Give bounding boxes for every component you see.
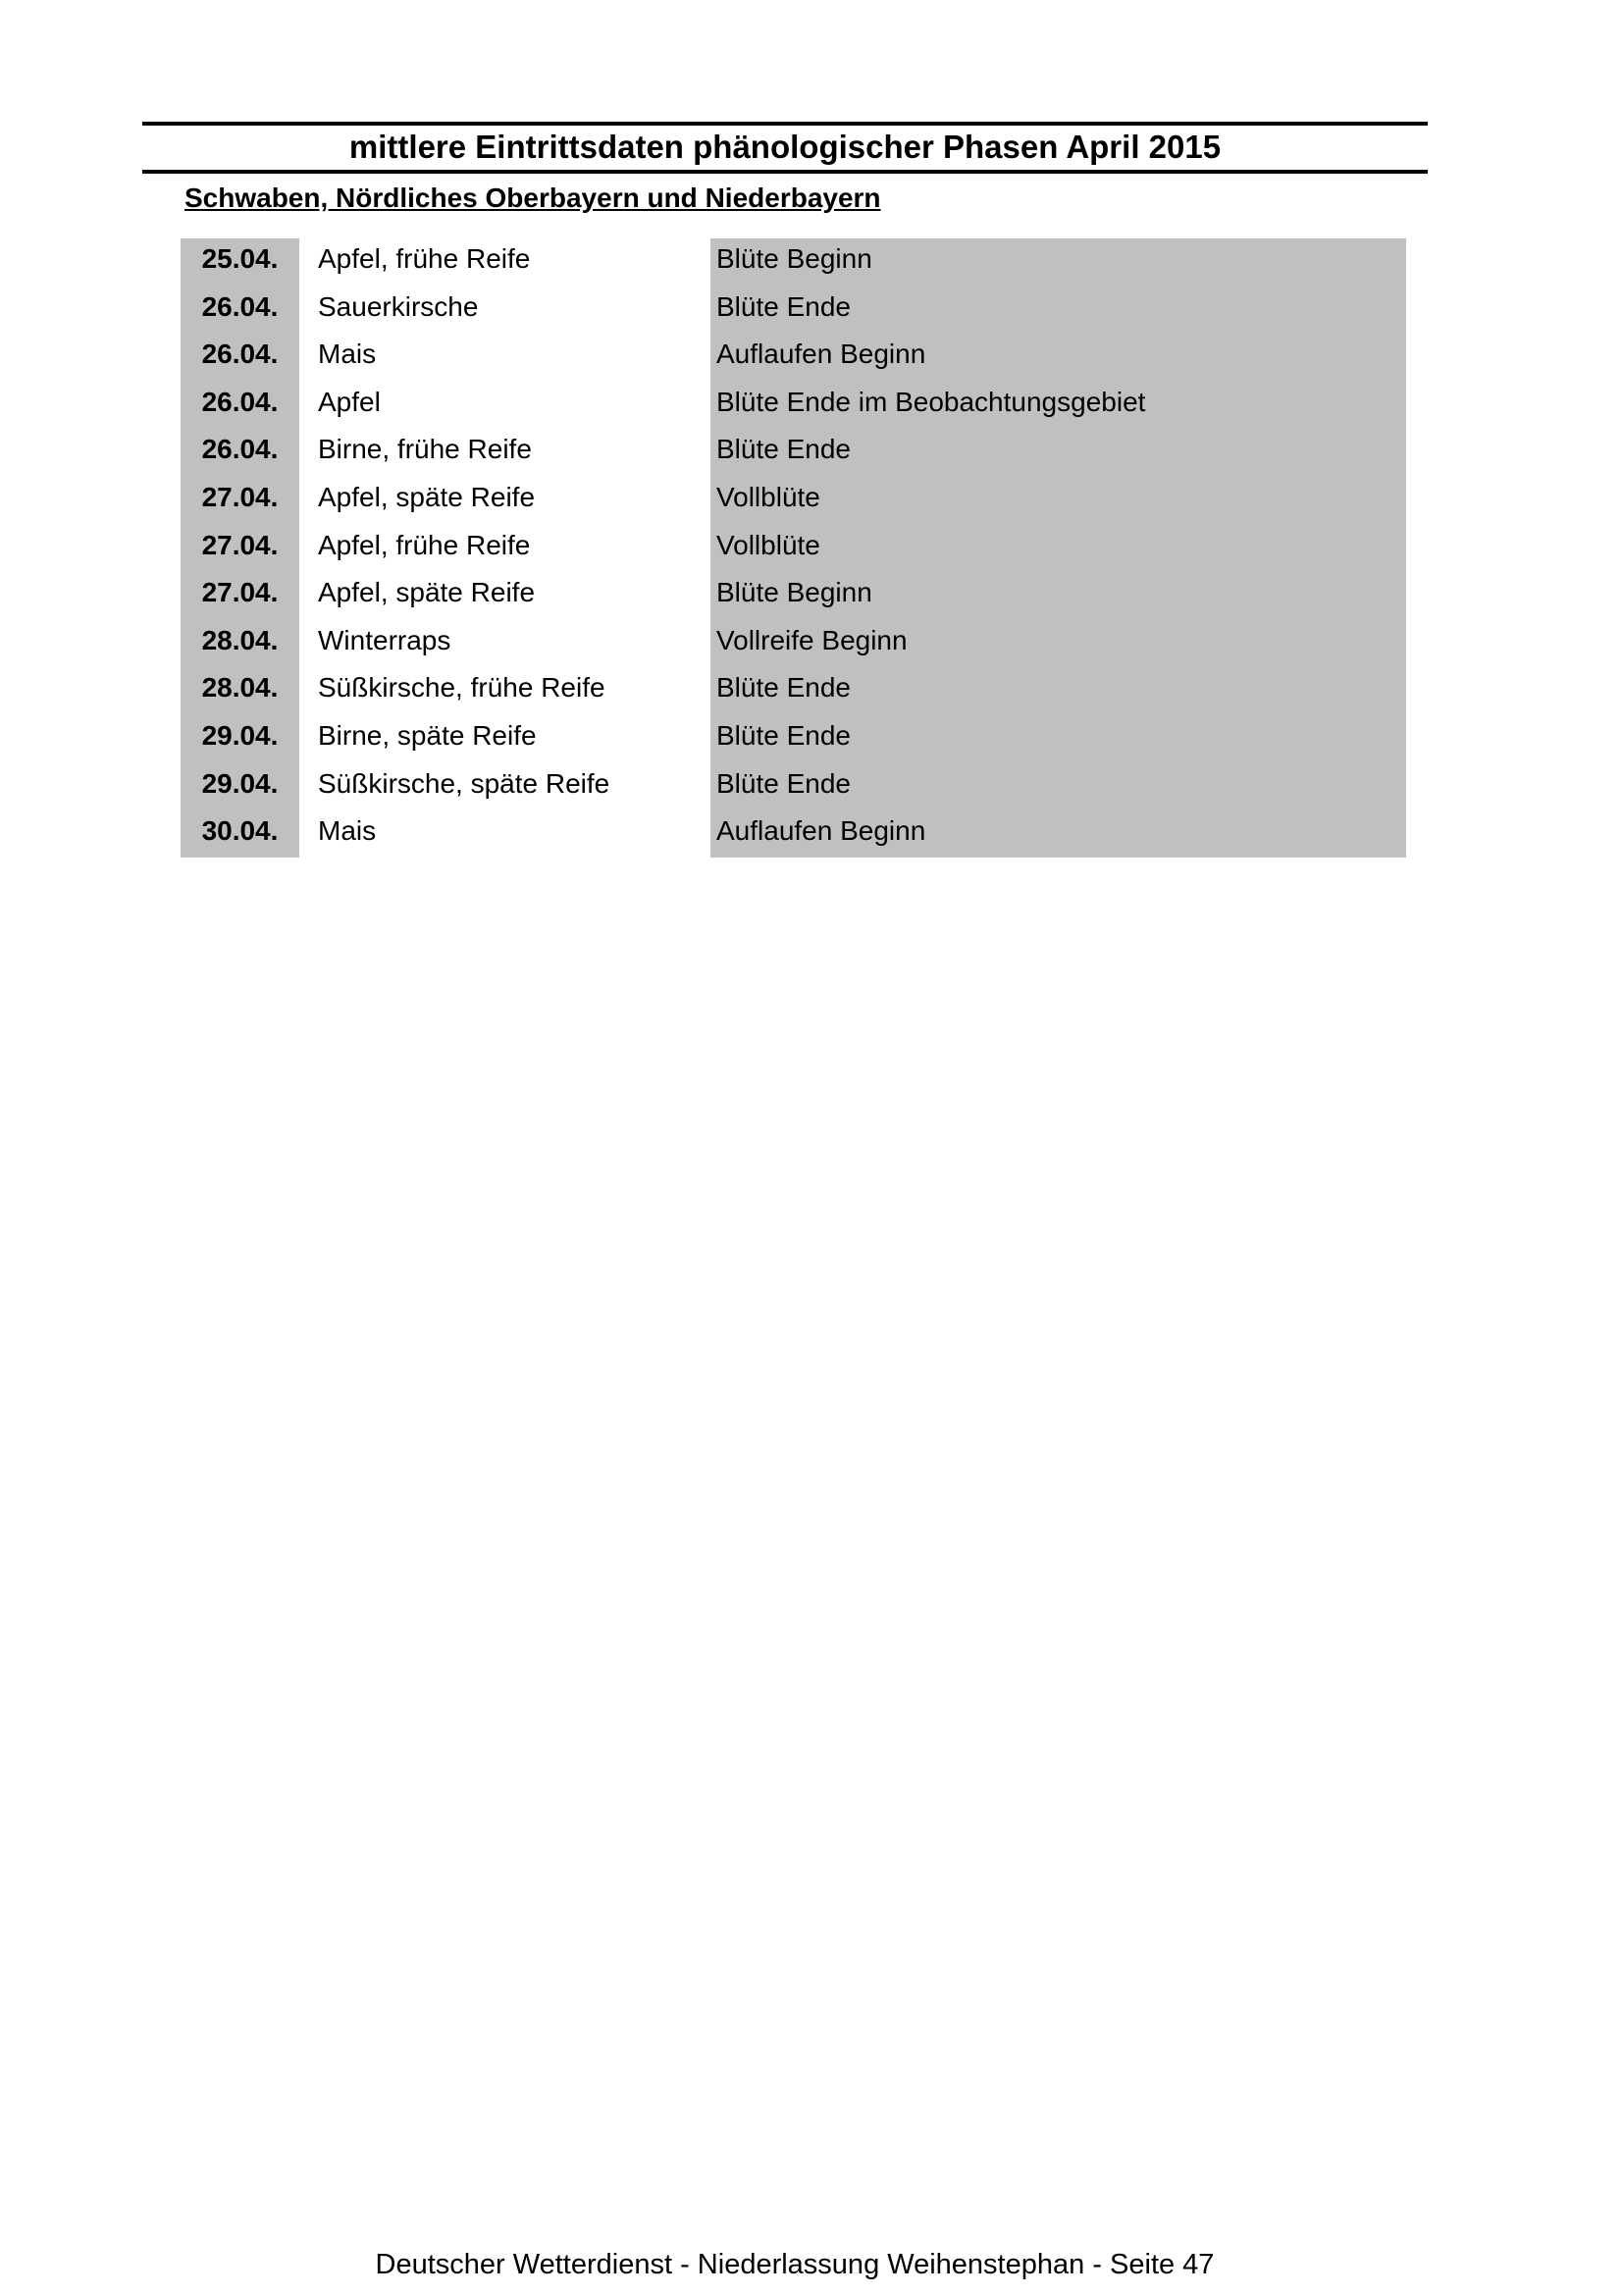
- row-date: 26.04.: [201, 434, 279, 465]
- row-plant: Winterraps: [318, 624, 451, 655]
- row-plant: Sauerkirsche: [318, 290, 479, 322]
- row-phase: Blüte Ende: [716, 767, 851, 799]
- row-phase: Blüte Beginn: [716, 577, 872, 608]
- page-footer: Deutscher Wetterdienst - Niederlassung Weihenstephan - Seite 47: [375, 2249, 1215, 2280]
- row-plant: Süßkirsche, frühe Reife: [318, 672, 605, 704]
- row-date: 26.04.: [201, 290, 279, 322]
- phenology-table: [0, 239, 1622, 860]
- table-row: [0, 668, 1622, 716]
- row-date: 29.04.: [201, 719, 279, 751]
- row-date: 27.04.: [201, 529, 279, 560]
- row-date: 26.04.: [201, 339, 279, 370]
- row-phase: Blüte Ende im Beobachtungsgebiet: [716, 386, 1146, 417]
- row-phase: Blüte Ende: [716, 290, 851, 322]
- row-date: 30.04.: [201, 815, 279, 847]
- row-phase: Blüte Ende: [716, 434, 851, 465]
- row-date: 25.04.: [201, 243, 279, 274]
- row-phase: Vollblüte: [716, 481, 820, 512]
- row-plant: Apfel, frühe Reife: [318, 243, 531, 274]
- row-plant: Mais: [318, 815, 377, 847]
- row-phase: Auflaufen Beginn: [716, 815, 926, 847]
- row-plant: Mais: [318, 339, 377, 370]
- table-row: [0, 287, 1622, 336]
- table-row: [0, 573, 1622, 621]
- row-phase: Blüte Ende: [716, 719, 851, 751]
- row-date: 27.04.: [201, 481, 279, 512]
- row-plant: Apfel, frühe Reife: [318, 529, 531, 560]
- table-row: [0, 764, 1622, 812]
- table-row: [0, 526, 1622, 574]
- row-plant: Birne, späte Reife: [318, 719, 537, 751]
- row-date: 27.04.: [201, 577, 279, 608]
- row-date: 26.04.: [201, 386, 279, 417]
- table-row: [0, 430, 1622, 478]
- row-date: 28.04.: [201, 624, 279, 655]
- row-plant: Apfel: [318, 386, 381, 417]
- title-top-rule: [142, 122, 1428, 126]
- row-plant: Birne, frühe Reife: [318, 434, 532, 465]
- table-row: [0, 335, 1622, 383]
- table-row: [0, 621, 1622, 669]
- row-phase: Blüte Ende: [716, 672, 851, 704]
- table-row: [0, 383, 1622, 431]
- table-row: [0, 716, 1622, 764]
- region-heading: Schwaben, Nördliches Oberbayern und Niederbayern: [184, 183, 881, 213]
- row-date: 28.04.: [201, 672, 279, 704]
- table-row: [0, 239, 1622, 287]
- row-plant: Süßkirsche, späte Reife: [318, 767, 610, 799]
- row-phase: Blüte Beginn: [716, 243, 872, 274]
- row-phase: Vollblüte: [716, 529, 820, 560]
- table-row: [0, 478, 1622, 526]
- row-phase: Vollreife Beginn: [716, 624, 908, 655]
- table-row: [0, 811, 1622, 860]
- row-plant: Apfel, späte Reife: [318, 481, 536, 512]
- page-title: mittlere Eintrittsdaten phänologischer Phasen April 2015: [348, 129, 1222, 165]
- row-plant: Apfel, späte Reife: [318, 577, 536, 608]
- title-bottom-rule: [142, 170, 1428, 174]
- row-phase: Auflaufen Beginn: [716, 339, 926, 370]
- row-date: 29.04.: [201, 767, 279, 799]
